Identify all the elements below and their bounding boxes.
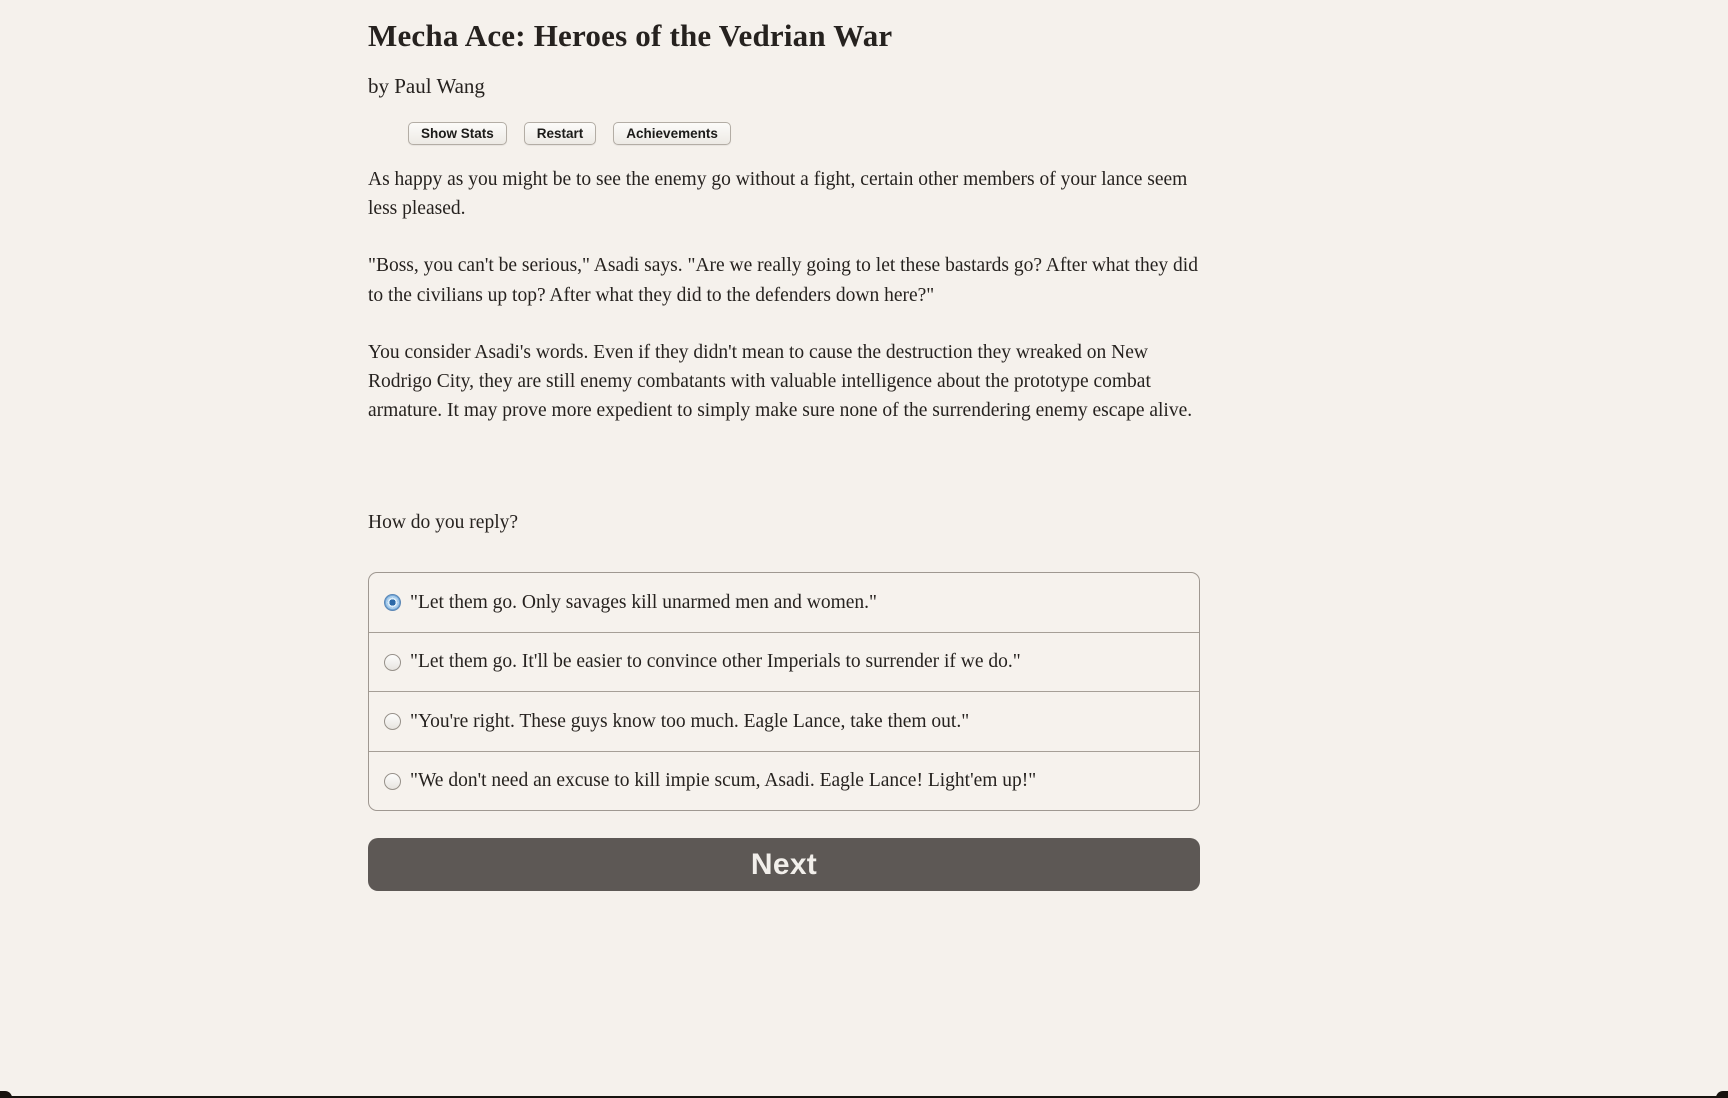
- choice-option-label: "We don't need an excuse to kill impie scum, Asadi. Eagle Lance! Light'em up!": [410, 770, 1037, 792]
- choice-option-label: "You're right. These guys know too much. Eagle Lance, take them out.": [410, 710, 970, 732]
- choice-prompt: How do you reply?: [368, 512, 519, 534]
- restart-button[interactable]: Restart: [524, 122, 597, 145]
- next-button[interactable]: Next: [368, 838, 1200, 891]
- story-paragraph: You consider Asadi's words. Even if they didn't mean to cause the destruction they wreaked on New Rodrigo City, they are still enemy combatants with valuable intelligence about the prototype combat armature. It may prove more expedient to simply make sure none of the surrendering enemy escape alive.: [368, 341, 1193, 422]
- radio-button-icon[interactable]: [384, 773, 401, 790]
- radio-button-icon[interactable]: [384, 654, 401, 671]
- toolbar: [408, 122, 1200, 145]
- choice-option-3[interactable]: [369, 691, 1199, 751]
- choice-option-label: "Let them go. It'll be easier to convince other Imperials to surrender if we do.": [410, 651, 1021, 673]
- choice-option-2[interactable]: [369, 632, 1199, 692]
- story-column: [368, 18, 1200, 891]
- show-stats-button[interactable]: Show Stats: [408, 122, 507, 145]
- story-text: [368, 165, 1200, 425]
- radio-button-icon[interactable]: [384, 713, 401, 730]
- story-paragraph: "Boss, you can't be serious," Asadi says. "Are we really going to let these bastards go? After what they did to the civilians up top? After what they did to the defenders down here?": [368, 255, 1198, 306]
- story-paragraph: As happy as you might be to see the enemy go without a fight, certain other members of your lance seem less pleased.: [368, 169, 1188, 220]
- achievements-button[interactable]: Achievements: [613, 122, 731, 145]
- choice-option-4[interactable]: [369, 751, 1199, 811]
- window-corner-bottom-right: [1716, 1091, 1728, 1098]
- choice-list: [368, 572, 1200, 811]
- choice-option-1[interactable]: [369, 573, 1199, 632]
- window-corner-bottom-left: [0, 1091, 12, 1098]
- choice-option-label: "Let them go. Only savages kill unarmed men and women.": [410, 591, 878, 613]
- page-title: Mecha Ace: Heroes of the Vedrian War: [368, 18, 893, 53]
- game-page: [0, 18, 1728, 891]
- radio-button-icon[interactable]: [384, 594, 401, 611]
- author-byline: by Paul Wang: [368, 74, 485, 98]
